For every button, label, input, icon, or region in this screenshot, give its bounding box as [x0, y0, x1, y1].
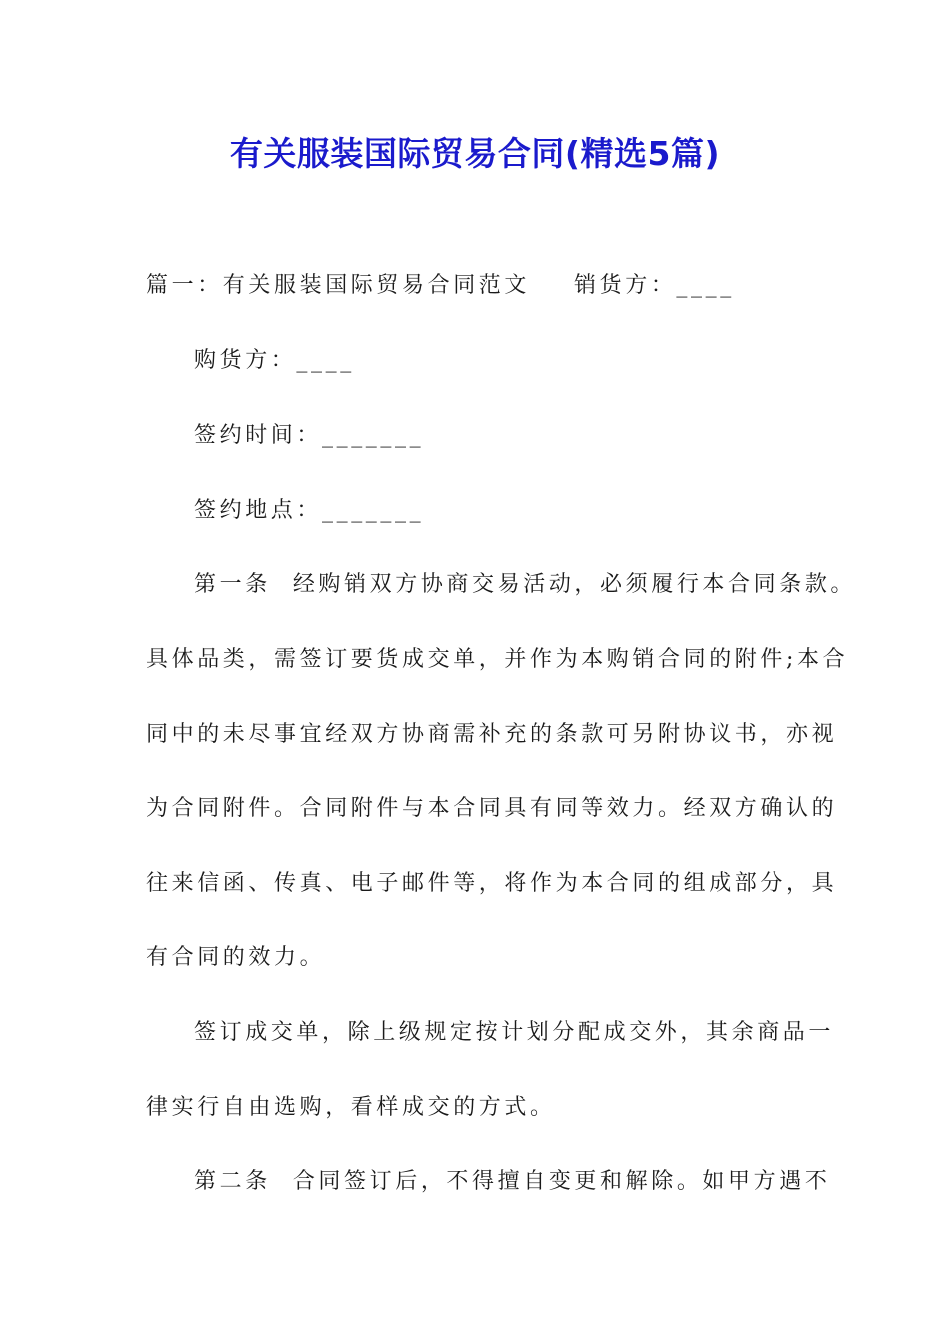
- article-text: 合同签订后，不得擅自变更和解除。如甲方遇不: [292, 1169, 831, 1194]
- signing-time-field: 签约时间：_______: [194, 423, 425, 448]
- paragraph-line: 具体品类，需签订要货成交单，并作为本购销合同的附件;本合: [146, 647, 849, 672]
- article-label: 第二条: [194, 1169, 271, 1194]
- paragraph-line: 同中的未尽事宜经双方协商需补充的条款可另附协议书，亦视: [146, 722, 838, 747]
- paragraph-line: [146, 270, 826, 302]
- signing-place-field: 签约地点：_______: [194, 498, 425, 523]
- section-heading: 篇一：有关服装国际贸易合同范文: [146, 273, 531, 298]
- paragraph-line: 为合同附件。合同附件与本合同具有同等效力。经双方确认的: [146, 796, 838, 821]
- paragraph-line: [194, 1166, 874, 1198]
- article-label: 第一条: [194, 572, 271, 597]
- paragraph-line: [194, 569, 874, 601]
- article-text: 经购销双方协商交易活动，必须履行本合同条款。: [292, 572, 857, 597]
- paragraph-line: 有合同的效力。: [146, 945, 326, 970]
- buyer-field: 购货方：____: [194, 348, 355, 373]
- document-title: 有关服装国际贸易合同(精选5篇): [229, 134, 721, 173]
- paragraph-line: 签订成交单，除上级规定按计划分配成交外，其余商品一: [194, 1020, 835, 1045]
- paragraph-line: 律实行自由选购，看样成交的方式。: [146, 1095, 556, 1120]
- paragraph-line: 往来信函、传真、电子邮件等，将作为本合同的组成部分，具: [146, 871, 838, 896]
- seller-field: 销货方：____: [574, 273, 735, 298]
